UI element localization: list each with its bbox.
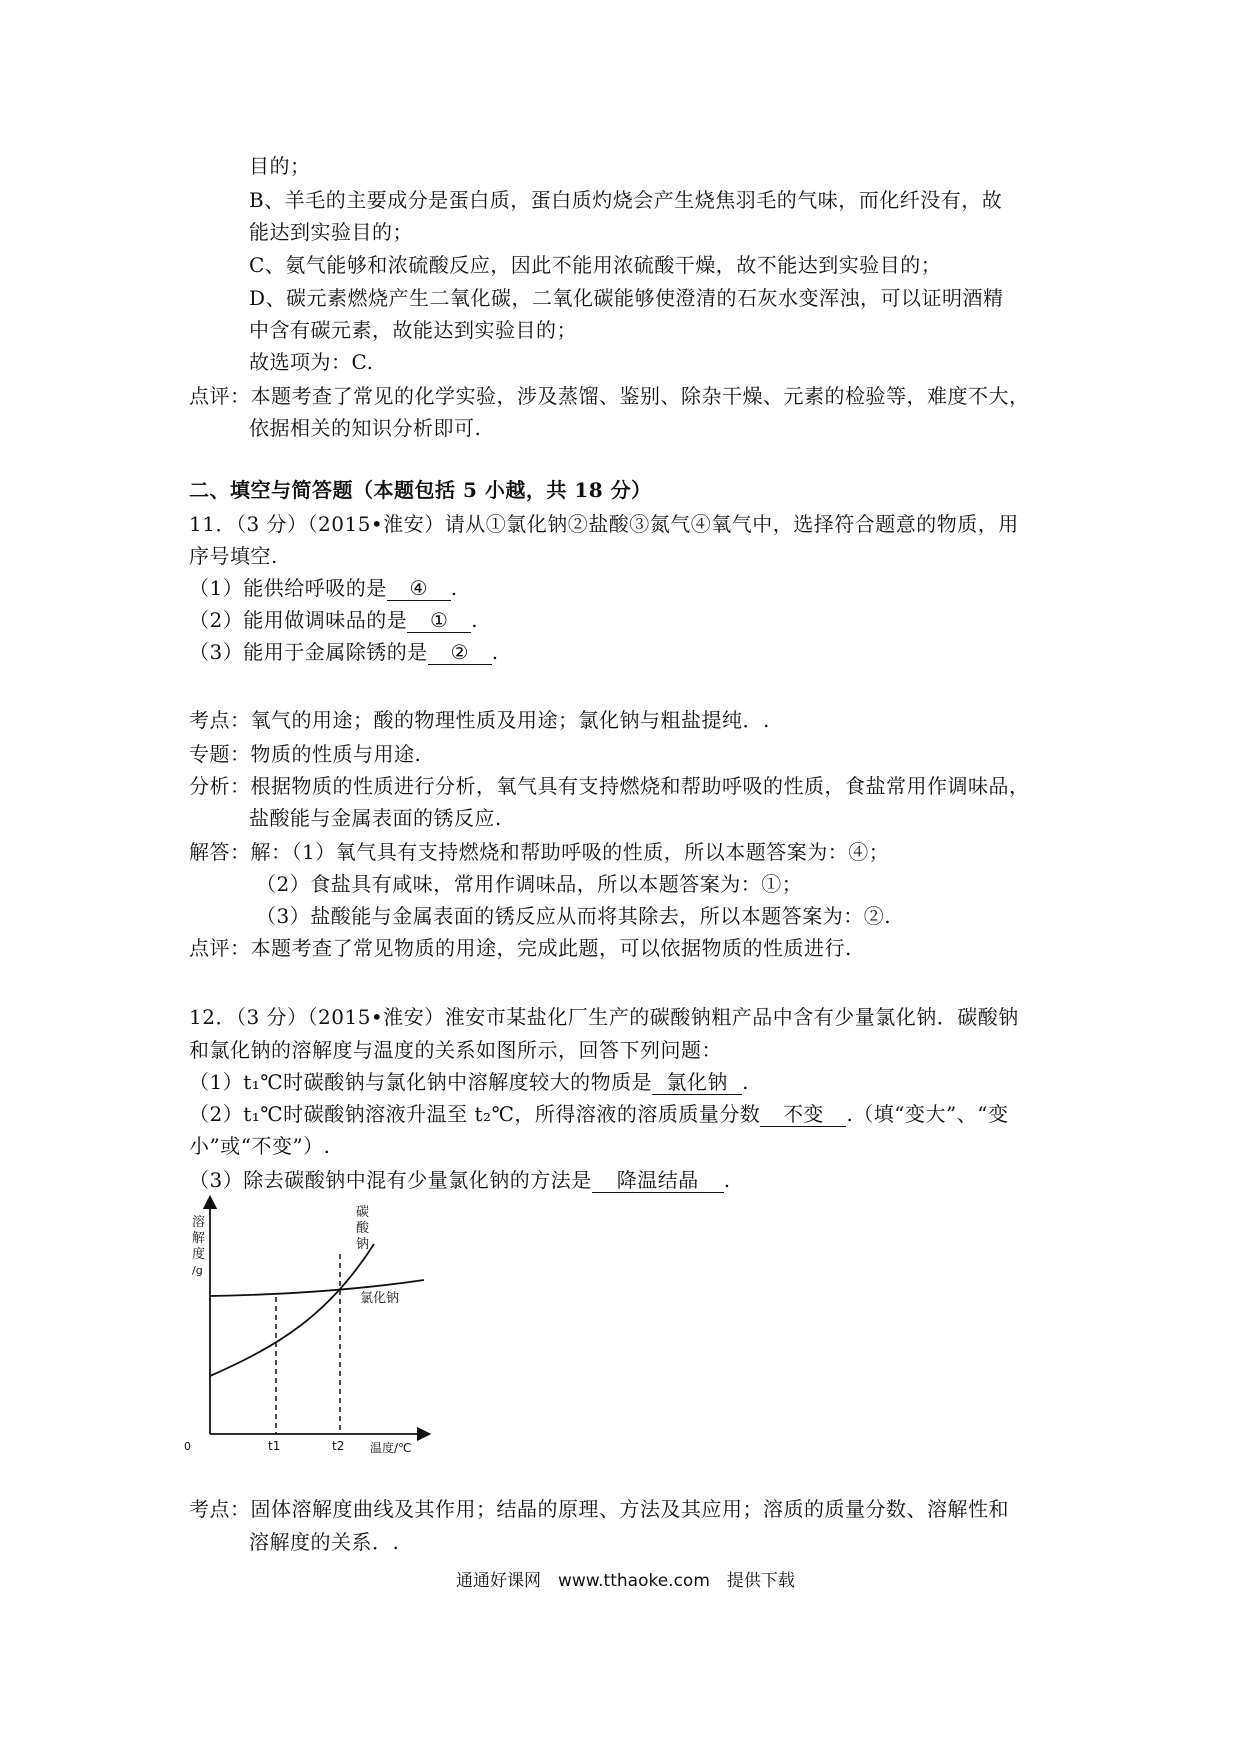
q12-kaodian-1: 考点：固体溶解度曲线及其作用；结晶的原理、方法及其应用；溶质的质量分数、溶解性和 bbox=[189, 1497, 1009, 1521]
q11-part-2 bbox=[189, 606, 478, 634]
q11-fenxi-1: 分析：根据物质的性质进行分析，氧气具有支持燃烧和帮助呼吸的性质，食盐常用作调味品， bbox=[189, 774, 1030, 798]
q12-part-2 bbox=[189, 1100, 1008, 1128]
solubility-figure bbox=[184, 1196, 448, 1456]
y-label-char-1: 溶 bbox=[192, 1215, 206, 1230]
q11-part-3-text: （3）能用于金属除锈的是 bbox=[189, 640, 428, 664]
q11-jieda-1: 解答：解：（1）氧气具有支持燃烧和帮助呼吸的性质，所以本题答案为：④； bbox=[189, 840, 890, 864]
prev-line-1: 目的； bbox=[249, 154, 311, 178]
q11-answer-1: ④ bbox=[387, 576, 451, 601]
q12-stem-1: 12．（3 分）（2015•淮安）淮安市某盐化厂生产的碳酸钠粗产品中含有少量氯化钠．碳酸钠 bbox=[189, 1005, 1019, 1029]
q12-part-2-end: .（填“变大”、“变 bbox=[846, 1102, 1009, 1126]
q12-part-3-text: （3）除去碳酸钠中混有少量氯化钠的方法是 bbox=[189, 1168, 592, 1192]
page-footer: 通通好课网 www.tthaoke.com 提供下载 bbox=[456, 1571, 795, 1591]
q11-part-2-end: . bbox=[471, 608, 479, 632]
q11-part-1-text: （1）能供给呼吸的是 bbox=[189, 576, 387, 600]
q12-answer-1: 氯化钠 bbox=[652, 1070, 742, 1095]
na2co3-label bbox=[356, 1204, 370, 1252]
q11-part-1-end: . bbox=[450, 576, 458, 600]
y-label-char-4: /g bbox=[192, 1264, 203, 1277]
section-title: 二、填空与简答题（本题包括 5 小越，共 18 分） bbox=[189, 478, 652, 502]
q12-part-1 bbox=[189, 1068, 749, 1096]
q11-part-3 bbox=[189, 638, 499, 666]
na2co3-curve bbox=[210, 1244, 374, 1376]
prev-line-6: 中含有碳元素，故能达到实验目的； bbox=[249, 318, 577, 342]
q12-part-3 bbox=[189, 1166, 731, 1194]
q12-part-2-text: （2）t₁℃时碳酸钠溶液升温至 t₂℃，所得溶液的溶质质量分数 bbox=[189, 1102, 761, 1126]
q12-answer-3: 降温结晶 bbox=[592, 1168, 724, 1193]
q12-stem-2: 和氯化钠的溶解度与温度的关系如图所示，回答下列问题： bbox=[189, 1038, 722, 1062]
q11-zhuanti: 专题：物质的性质与用途. bbox=[189, 742, 422, 766]
q11-part-1 bbox=[189, 574, 458, 602]
q11-part-3-end: . bbox=[491, 640, 499, 664]
prev-comment-1: 点评：本题考查了常见的化学实验，涉及蒸馏、鉴别、除杂干燥、元素的检验等，难度不大， bbox=[189, 384, 1030, 408]
q12-part-3-end: . bbox=[723, 1168, 731, 1192]
q12-part-1-text: （1）t₁℃时碳酸钠与氯化钠中溶解度较大的物质是 bbox=[189, 1070, 653, 1094]
q12-answer-2: 不变 bbox=[760, 1102, 846, 1127]
t1-label: t1 bbox=[268, 1439, 281, 1453]
q11-jieda-2: （2）食盐具有咸味，常用作调味品，所以本题答案为：①； bbox=[256, 872, 803, 896]
y-axis-label bbox=[192, 1214, 205, 1277]
prev-line-7: 故选项为：C. bbox=[249, 350, 374, 374]
prev-comment-2: 依据相关的知识分析即可. bbox=[249, 416, 482, 440]
q12-part-1-end: . bbox=[742, 1070, 750, 1094]
q12-kaodian-2: 溶解度的关系．. bbox=[249, 1530, 400, 1554]
q11-kaodian: 考点：氧气的用途；酸的物理性质及用途；氯化钠与粗盐提纯．. bbox=[189, 708, 770, 732]
prev-line-5: D、碳元素燃烧产生二氧化碳，二氧化碳能够使澄清的石灰水变浑浊，可以证明酒精 bbox=[249, 286, 1004, 310]
origin-label: 0 bbox=[184, 1440, 191, 1453]
q11-jieda-3: （3）盐酸能与金属表面的锈反应从而将其除去，所以本题答案为：②. bbox=[256, 904, 892, 928]
y-label-char-2: 解 bbox=[192, 1231, 206, 1246]
prev-line-4: C、氨气能够和浓硫酸反应，因此不能用浓硫酸干燥，故不能达到实验目的； bbox=[249, 253, 942, 277]
prev-line-2: B、羊毛的主要成分是蛋白质，蛋白质灼烧会产生烧焦羽毛的气味，而化纤没有，故 bbox=[249, 188, 1003, 212]
nacl-label: 氯化钠 bbox=[360, 1291, 400, 1306]
q12-part-2-line-2: 小”或“不变”）. bbox=[189, 1134, 331, 1158]
q11-answer-2: ① bbox=[407, 608, 471, 633]
q11-fenxi-2: 盐酸能与金属表面的锈反应. bbox=[249, 806, 502, 830]
q11-stem-2: 序号填空. bbox=[189, 544, 278, 568]
q11-stem-1: 11．（3 分）（2015•淮安）请从①氯化钠②盐酸③氮气④氧气中，选择符合题意的物质，用 bbox=[189, 512, 1019, 536]
na2co3-char-2: 酸 bbox=[356, 1221, 370, 1236]
q11-answer-3: ② bbox=[428, 640, 492, 665]
y-label-char-3: 度 bbox=[192, 1247, 206, 1262]
prev-line-3: 能达到实验目的； bbox=[249, 220, 413, 244]
q11-dianping: 点评：本题考查了常见物质的用途，完成此题，可以依据物质的性质进行. bbox=[189, 936, 852, 960]
t2-label: t2 bbox=[332, 1439, 345, 1453]
na2co3-char-1: 碳 bbox=[356, 1205, 370, 1220]
q11-part-2-text: （2）能用做调味品的是 bbox=[189, 608, 408, 632]
x-axis-label: 温度/℃ bbox=[370, 1441, 412, 1455]
na2co3-char-3: 钠 bbox=[356, 1237, 370, 1252]
